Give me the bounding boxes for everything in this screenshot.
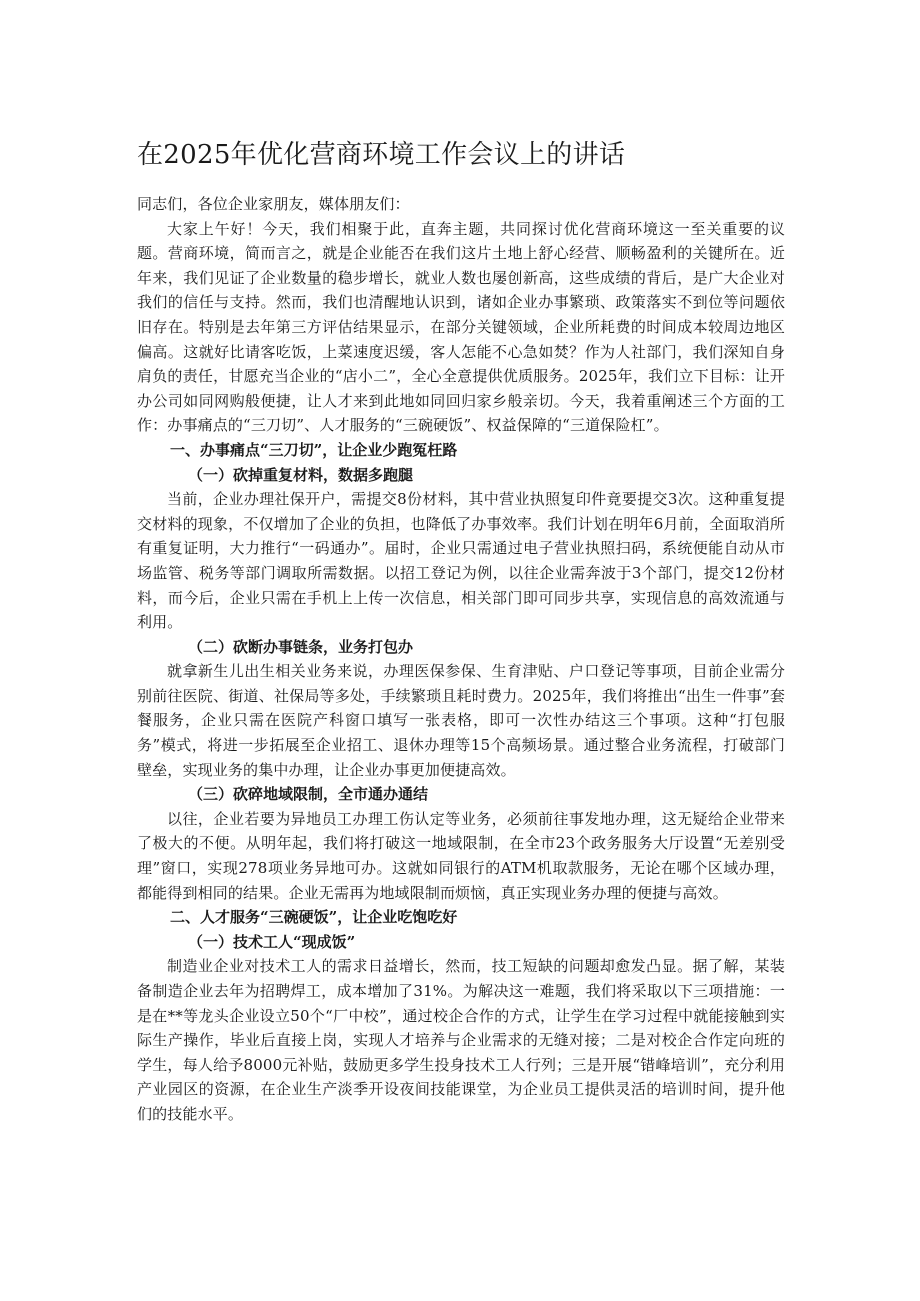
section-2-sub-1-heading: （一）技术工人“现成饭” xyxy=(188,932,356,951)
section-2-sub-1-paragraph: 制造业企业对技术工人的需求日益增长，然而，技工短缺的问题却愈发凸显。据了解，某装备制造企业去年为招聘焊工，成本增加了31%。为解决这一难题，我们将采取以下三项措施：一是在**等龙头企业设立50个“厂中校”，通过校企合作的方式，让学生在学习过程中就能接触到实际生产操作，毕业后直接上岗，实现人才培养与企业需求的无缝对接；二是对校企合作定向班的学生，每人给予8000元补贴，鼓励更多学生投身技术工人行列；三是开展“错峰培训”，充分利用产业园区的资源，在企业生产淡季开设夜间技能课堂，为企业员工提供灵活的培训时间，提升他们的技能水平。 xyxy=(137,957,785,1123)
section-1-heading: 一、办事痛点“三刀切”，让企业少跑冤枉路 xyxy=(170,440,458,459)
section-1-sub-1-heading: （一）砍掉重复材料，数据多跑腿 xyxy=(188,465,414,484)
intro-paragraph: 大家上午好！今天，我们相聚于此，直奔主题，共同探讨优化营商环境这一至关重要的议题。营商环境，简而言之，就是企业能否在我们这片土地上舒心经营、顺畅盈利的关键所在。近年来，我们见证了企业数量的稳步增长，就业人数也屡创新高，这些成绩的背后，是广大企业对我们的信任与支持。然而，我们也清醒地认识到，诸如企业办事繁琐、政策落实不到位等问题依旧存在。特别是去年第三方评估结果显示，在部分关键领域，企业所耗费的时间成本较周边地区偏高。这就好比请客吃饭，上菜速度迟缓，客人怎能不心急如焚？作为人社部门，我们深知自身肩负的责任，甘愿充当企业的“店小二”，全心全意提供优质服务。2025年，我们立下目标：让开办公司如同网购般便捷，让人才来到此地如同回归家乡般亲切。今天，我着重阐述三个方面的工作：办事痛点的“三刀切”、人才服务的“三碗硬饭”、权益保障的“三道保险杠”。 xyxy=(137,219,785,435)
section-1-sub-3-paragraph: 以往，企业若要为异地员工办理工伤认定等业务，必须前往事发地办理，这无疑给企业带来了极大的不便。从明年起，我们将打破这一地域限制，在全市23个政务服务大厅设置“无差别受理”窗口，实现278项业务异地可办。这就如同银行的ATM机取款服务，无论在哪个区域办理，都能得到相同的结果。企业无需再为地域限制而烦恼，真正实现业务办理的便捷与高效。 xyxy=(137,809,785,902)
document-body xyxy=(137,136,785,1127)
section-1-sub-1-paragraph: 当前，企业办理社保开户，需提交8份材料，其中营业执照复印件竟要提交3次。这种重复提交材料的现象，不仅增加了企业的负担，也降低了办事效率。我们计划在明年6月前，全面取消所有重复证明，大力推行“一码通办”。届时，企业只需通过电子营业执照扫码，系统便能自动从市场监管、税务等部门调取所需数据。以招工登记为例，以往企业需奔波于3个部门，提交12份材料，而今后，企业只需在手机上上传一次信息，相关部门即可同步共享，实现信息的高效流通与利用。 xyxy=(137,490,785,632)
section-1-sub-3-heading: （三）砍碎地域限制，全市通办通结 xyxy=(188,785,429,804)
document-title: 在2025年优化营商环境工作会议上的讲话 xyxy=(137,140,626,170)
section-1-sub-2-paragraph: 就拿新生儿出生相关业务来说，办理医保参保、生育津贴、户口登记等事项，目前企业需分别前往医院、街道、社保局等多处，手续繁琐且耗时费力。2025年，我们将推出“出生一件事”套餐服务，企业只需在医院产科窗口填写一张表格，即可一次性办结这三个事项。这种“打包服务”模式，将进一步拓展至企业招工、退休办理等15个高频场景。通过整合业务流程，打破部门壁垒，实现业务的集中办理，让企业办事更加便捷高效。 xyxy=(137,662,785,779)
section-2-heading: 二、人才服务“三碗硬饭”，让企业吃饱吃好 xyxy=(170,908,458,927)
section-1-sub-2-heading: （二）砍断办事链条，业务打包办 xyxy=(188,637,414,656)
salutation: 同志们，各位企业家朋友，媒体朋友们： xyxy=(137,195,410,213)
